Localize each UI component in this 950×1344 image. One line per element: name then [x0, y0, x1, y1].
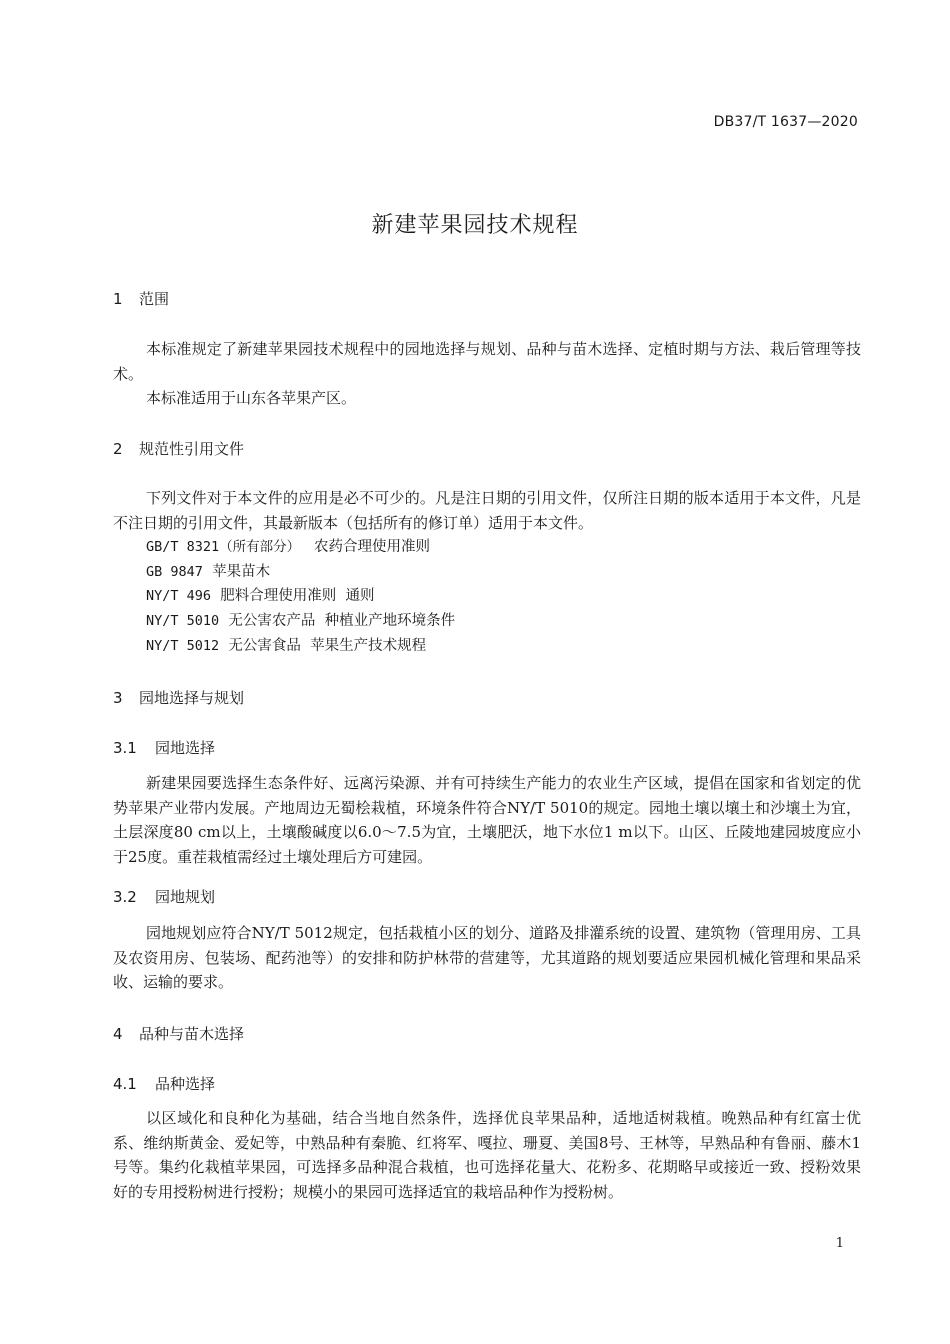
reference-name: 肥料合理使用准则 通则: [220, 588, 375, 604]
normative-reference: [146, 562, 270, 582]
reference-name: 农药合理使用准则: [313, 539, 430, 555]
subsection-heading-3-1: [113, 737, 215, 758]
reference-name: 无公害食品 苹果生产技术规程: [228, 638, 427, 654]
normative-reference: [146, 636, 426, 656]
section-title: 品种与苗木选择: [139, 1025, 245, 1043]
section-number: 3.1: [113, 739, 137, 757]
page-number: 1: [835, 1236, 844, 1251]
reference-code: GB 9847: [146, 564, 203, 580]
paragraph: 园地规划应符合NY/T 5012规定，包括栽植小区的划分、道路及排灌系统的设置、建筑物（管理用房、工具及农资用房、包装场、配药池等）的安排和防护林带的营建等，尤其道路的规划要适应果园机械化管理和果品采收、运输的要求。: [113, 924, 861, 991]
paragraph: 新建果园要选择生态条件好、远离污染源、并有可持续生产能力的农业生产区域，提倡在国家和省划定的优势苹果产业带内发展。产地周边无蜀桧栽植，环境条件符合NY/T 5010的规定。园地土壤以壤土和沙壤土为宜，土层深度80 cm以上，土壤酸碱度以6.0～7.5为宜，土壤肥沃，地下水位1 m以下。山区、丘陵地建园坡度应小于25度。重茬栽植需经过土壤处理后方可建园。: [113, 774, 861, 866]
reference-code: NY/T 496: [146, 588, 212, 604]
section-heading-4: [113, 1023, 244, 1044]
section-number: 1: [113, 290, 123, 308]
section-heading-1: [113, 288, 169, 309]
paragraph: 本标准适用于山东各苹果产区。: [146, 389, 357, 407]
document-code: DB37/T 1637—2020: [713, 114, 858, 130]
section-heading-3: [113, 687, 244, 708]
reference-code: GB/T 8321（所有部分）: [146, 539, 301, 555]
section-title: 规范性引用文件: [139, 440, 245, 458]
section-title: 范围: [139, 290, 170, 308]
paragraph: 以区域化和良种化为基础，结合当地自然条件，选择优良苹果品种，适地适树栽植。晚熟品种有红富士优系、维纳斯黄金、爱妃等，中熟品种有秦脆、红将军、嘎拉、珊夏、美国8号、王林等，早熟品种有鲁丽、藤木1号等。集约化栽植苹果园，可选择多品种混合栽植，也可选择花量大、花粉多、花期略早或接近一致、授粉效果好的专用授粉树进行授粉；规模小的果园可选择适宜的栽培品种作为授粉树。: [113, 1109, 861, 1201]
section-number: 4: [113, 1025, 123, 1043]
section-number: 3.2: [113, 888, 137, 906]
section-title: 园地规划: [155, 888, 216, 906]
normative-reference: [146, 611, 455, 631]
section-number: 2: [113, 440, 123, 458]
paragraph: 下列文件对于本文件的应用是必不可少的。凡是注日期的引用文件，仅所注日期的版本适用于本文件，凡是不注日期的引用文件，其最新版本（包括所有的修订单）适用于本文件。: [113, 489, 861, 532]
normative-reference: [146, 537, 430, 557]
reference-name: 苹果苗木: [212, 564, 271, 580]
paragraph: 本标准规定了新建苹果园技术规程中的园地选择与规划、品种与苗木选择、定植时期与方法、栽后管理等技术。: [113, 340, 861, 383]
section-number: 4.1: [113, 1075, 137, 1093]
normative-reference: [146, 586, 374, 606]
subsection-heading-3-2: [113, 886, 215, 907]
section-title: 园地选择与规划: [139, 689, 245, 707]
section-title: 园地选择: [155, 739, 216, 757]
section-heading-2: [113, 438, 244, 459]
section-title: 品种选择: [155, 1075, 216, 1093]
document-title: 新建苹果园技术规程: [371, 213, 579, 238]
subsection-heading-4-1: [113, 1073, 215, 1094]
reference-code: NY/T 5012: [146, 638, 220, 654]
reference-code: NY/T 5010: [146, 613, 220, 629]
section-number: 3: [113, 689, 123, 707]
reference-name: 无公害农产品 种植业产地环境条件: [228, 613, 456, 629]
